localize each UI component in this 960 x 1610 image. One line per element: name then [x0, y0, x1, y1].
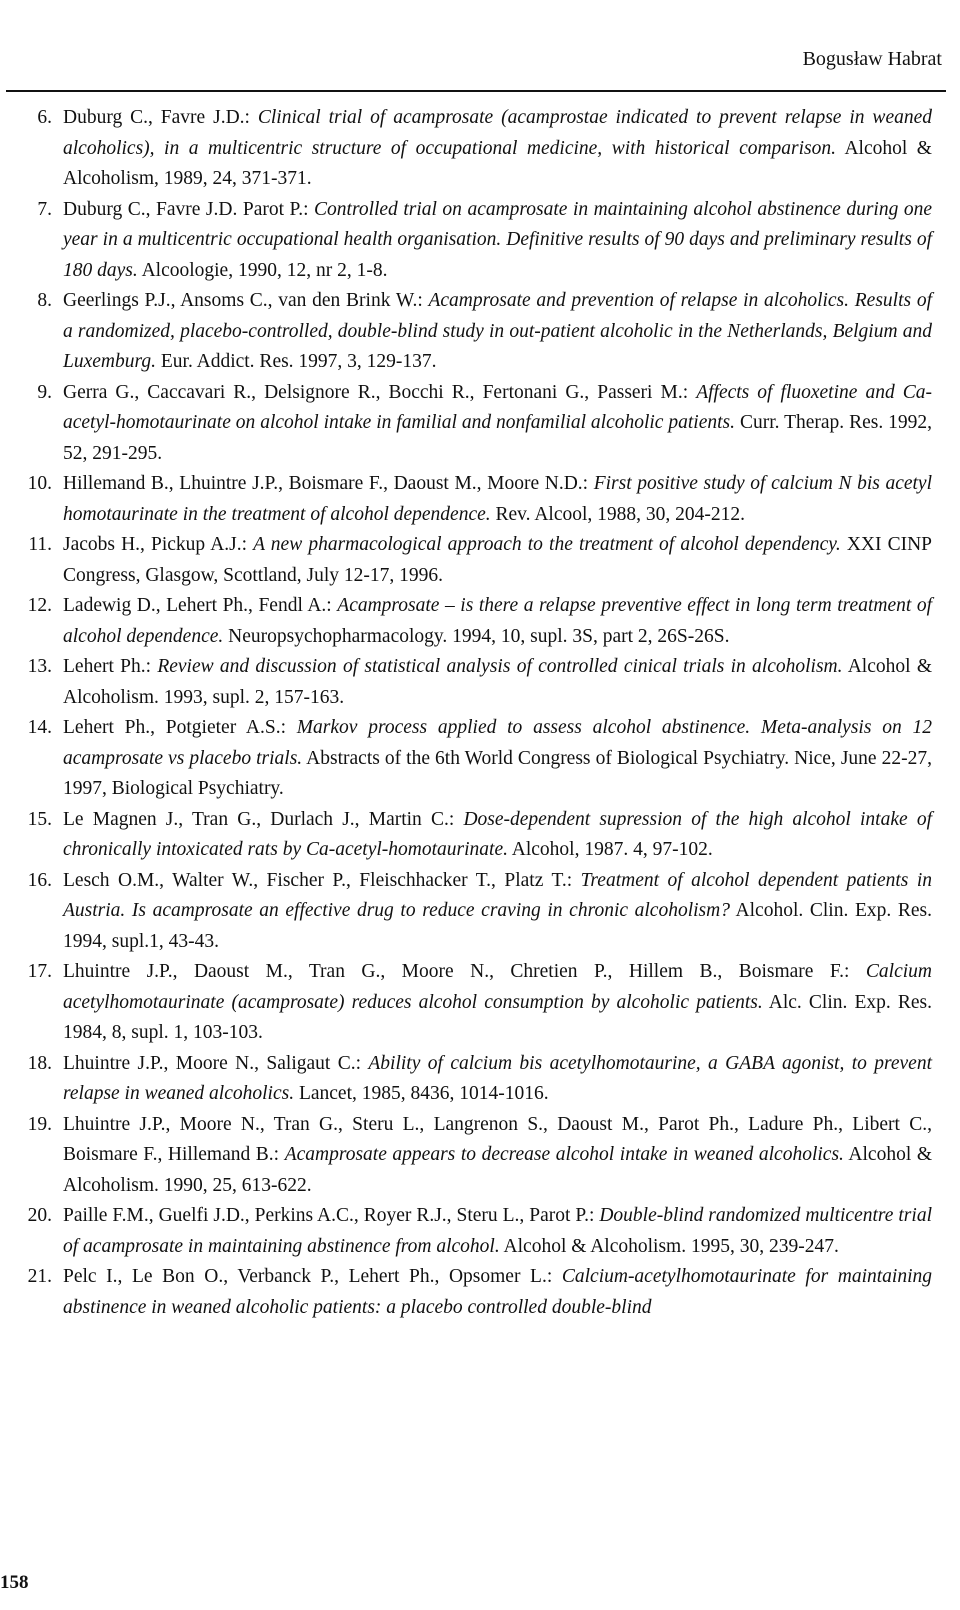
reference-authors: Gerra G., Caccavari R., Delsignore R., Bocchi R., Fertonani G., Passeri M.:: [63, 381, 689, 403]
reference-item: [0, 195, 960, 287]
reference-title: First positive study of calcium N bis acetyl homotaurinate in the treatment of alcohol dependence.: [63, 473, 932, 525]
reference-source: Alcohol. Clin. Exp. Res. 1994, supl.1, 43-43.: [63, 900, 933, 952]
reference-number: 18.: [27, 1052, 52, 1074]
reference-number: 21.: [27, 1266, 52, 1287]
reference-item: [0, 1049, 960, 1110]
reference-title: Dose-dependent supression of the high alcohol intake of chronically intoxicated rats by Ca-acetyl-homotaurinate.: [63, 808, 932, 860]
reference-title: A new pharmacological approach to the treatment of alcohol dependency.: [253, 534, 841, 555]
reference-item: [0, 805, 960, 866]
reference-source: XXI CINP Congress, Glasgow, Scottland, July 12-17, 1996.: [63, 534, 933, 586]
reference-authors: Geerlings P.J., Ansoms C., van den Brink W.:: [63, 290, 423, 311]
reference-authors: Lehert Ph., Potgieter A.S.:: [63, 717, 286, 738]
reference-authors: Jacobs H., Pickup A.J.:: [63, 534, 248, 555]
reference-source: Rev. Alcool, 1988, 30, 204-212.: [495, 503, 746, 525]
reference-number: 13.: [27, 656, 52, 677]
reference-authors: Paille F.M., Guelfi J.D., Perkins A.C., Royer R.J., Steru L., Parot P.:: [63, 1205, 595, 1226]
reference-title: Treatment of alcohol dependent patients in Austria. Is acamprosate an effective drug to reduce craving in chronic alcoholism?: [63, 869, 932, 921]
reference-source: Eur. Addict. Res. 1997, 3, 129-137.: [160, 351, 437, 372]
reference-item: [0, 1201, 960, 1262]
reference-authors: Lhuintre J.P., Daoust M., Tran G., Moore N., Chretien P., Hillem B., Boismare F.:: [63, 961, 850, 982]
reference-source: Alc. Clin. Exp. Res. 1984, 8, supl. 1, 103-103.: [63, 991, 932, 1043]
reference-title: Double-blind randomized multicentre trial of acamprosate in maintaining abstinence from alcohol.: [63, 1205, 932, 1257]
reference-source: Abstracts of the 6th World Congress of Biological Psychiatry. Nice, June 22-27, 1997, Biological Psychiatry.: [63, 747, 933, 799]
reference-number: 8.: [37, 290, 52, 311]
reference-number: 7.: [37, 198, 52, 220]
reference-item: [0, 1262, 960, 1323]
page-number: 158: [0, 1572, 29, 1593]
reference-authors: Lesch O.M., Walter W., Fischer P., Fleischhacker T., Platz T.:: [63, 869, 573, 891]
reference-number: 10.: [27, 473, 52, 494]
reference-authors: Ladewig D., Lehert Ph., Fendl A.:: [63, 595, 332, 616]
reference-number: 6.: [37, 107, 52, 128]
reference-item: [0, 1110, 960, 1202]
reference-number: 16.: [27, 869, 52, 891]
reference-authors: Hillemand B., Lhuintre J.P., Boismare F., Daoust M., Moore N.D.:: [63, 473, 589, 494]
reference-title: Acamprosate – is there a relapse preventive effect in long term treatment of alcohol dependence.: [63, 595, 932, 647]
reference-item: [0, 713, 960, 805]
reference-title: Ability of calcium bis acetylhomotaurine, a GABA agonist, to prevent relapse in weaned alcoholics.: [63, 1052, 933, 1104]
reference-source: Alcohol & Alcoholism. 1990, 25, 613-622.: [63, 1144, 932, 1196]
reference-title: Acamprosate and prevention of relapse in alcoholics. Results of a randomized, placebo-controlled, double-blind study in out-patient alcoholic in the Netherlands, Belgium and Luxemburg.: [63, 290, 932, 372]
reference-source: Alcoologie, 1990, 12, nr 2, 1-8.: [141, 259, 388, 281]
reference-authors: Le Magnen J., Tran G., Durlach J., Martin C.:: [63, 808, 455, 830]
reference-number: 17.: [27, 961, 52, 982]
reference-authors: Lhuintre J.P., Moore N., Tran G., Steru L., Langrenon S., Daoust M., Parot Ph., Ladure Ph., Libert C., Boismare F., Hillemand B.:: [63, 1113, 932, 1165]
reference-number: 14.: [27, 717, 52, 738]
reference-number: 12.: [27, 595, 52, 616]
reference-item: [0, 469, 960, 530]
reference-title: Affects of fluoxetine and Ca-acetyl-homotaurinate on alcohol intake in familial and nonfamilial alcoholic patients.: [63, 381, 932, 433]
reference-number: 9.: [37, 381, 52, 403]
reference-authors: Lhuintre J.P., Moore N., Saligaut C.:: [63, 1052, 361, 1074]
reference-authors: Pelc I., Le Bon O., Verbanck P., Lehert Ph., Opsomer L.:: [63, 1266, 553, 1287]
reference-number: 15.: [27, 808, 52, 830]
reference-authors: Duburg C., Favre J.D. Parot P.:: [63, 198, 309, 220]
reference-item: [0, 591, 960, 652]
reference-item: [0, 652, 960, 713]
reference-number: 20.: [27, 1205, 52, 1226]
reference-title: Calcium-acetylhomotaurinate for maintaining abstinence in weaned alcoholic patients: a placebo controlled double-blind: [63, 1266, 933, 1318]
reference-source: Neuropsychopharmacology. 1994, 10, supl. 3S, part 2, 26S-26S.: [228, 625, 730, 647]
reference-source: Alcohol & Alcoholism. 1993, supl. 2, 157-163.: [63, 656, 932, 708]
reference-source: Curr. Therap. Res. 1992, 52, 291-295.: [63, 412, 933, 464]
header-rule: [6, 90, 946, 92]
reference-item: [0, 866, 960, 958]
reference-list: [0, 103, 960, 1323]
reference-item: [0, 103, 960, 195]
reference-number: 11.: [28, 534, 52, 555]
reference-title: Clinical trial of acamprosate (acamprostae indicated to prevent relapse in weaned alcoholics), in a multicentric structure of occupational medicine, with historical comparison.: [63, 107, 933, 159]
reference-authors: Lehert Ph.:: [63, 656, 152, 677]
reference-title: Markov process applied to assess alcohol abstinence. Meta-analysis on 12 acamprosate vs placebo trials.: [63, 717, 932, 769]
reference-item: [0, 286, 960, 378]
reference-source: Alcohol & Alcoholism, 1989, 24, 371-371.: [63, 137, 932, 189]
reference-title: Review and discussion of statistical analysis of controlled cinical trials in alcoholism.: [157, 656, 843, 677]
reference-item: [0, 378, 960, 470]
running-head-author: Bogusław Habrat: [802, 48, 942, 70]
reference-number: 19.: [27, 1113, 52, 1135]
reference-item: [0, 530, 960, 591]
reference-source: Alcohol, 1987. 4, 97-102.: [511, 839, 713, 860]
reference-title: Acamprosate appears to decrease alcohol intake in weaned alcoholics.: [284, 1144, 844, 1165]
reference-authors: Duburg C., Favre J.D.:: [63, 107, 250, 128]
reference-source: Alcohol & Alcoholism. 1995, 30, 239-247.: [503, 1235, 839, 1257]
reference-title: Controlled trial on acamprosate in maintaining alcohol abstinence during one year in a multicentric occupational health organisation. Definitive results of 90 days and preliminary results of 180 days.: [63, 198, 933, 281]
reference-item: [0, 957, 960, 1049]
reference-source: Lancet, 1985, 8436, 1014-1016.: [298, 1083, 549, 1104]
reference-title: Calcium acetylhomotaurinate (acamprosate) reduces alcohol consumption by alcoholic patients.: [63, 961, 932, 1013]
